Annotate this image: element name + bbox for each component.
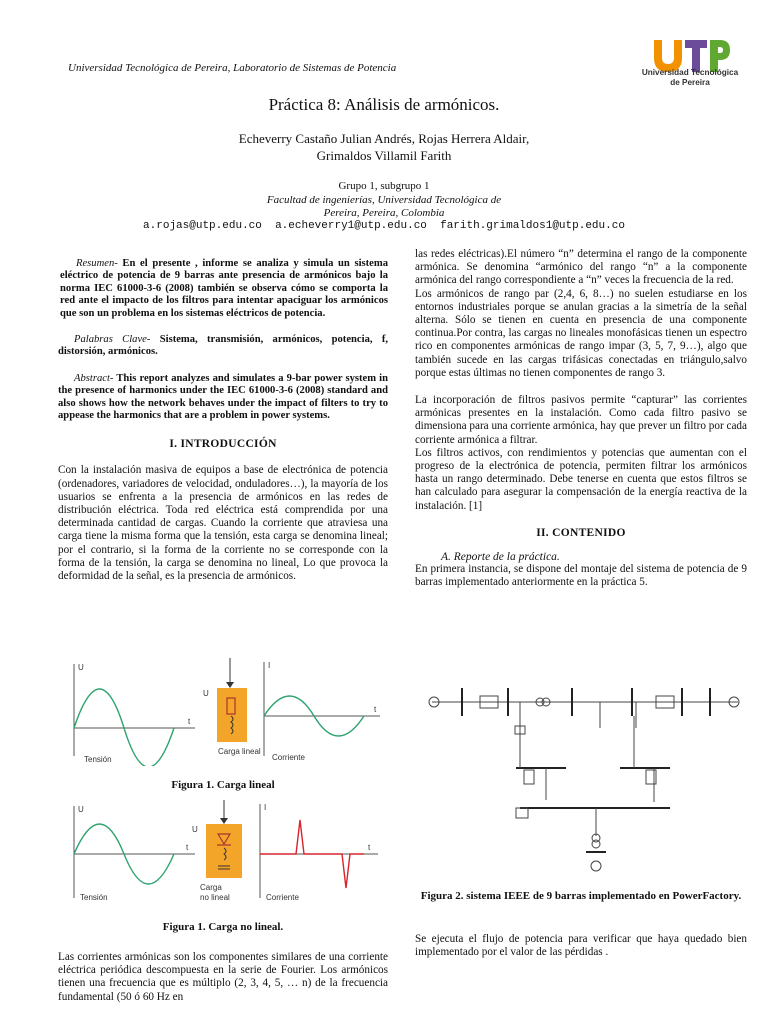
- right-paragraph-5: En primera instancia, se dispone del montaje del sistema de potencia de 9 barras implementado anteriormente en la práctica 5.: [415, 562, 747, 589]
- keywords-lead: Palabras Clave-: [74, 334, 151, 346]
- fig1b-tension-label: Tensión: [80, 893, 108, 902]
- logo-subtitle-line-2: de Pereira: [670, 78, 710, 87]
- resumen: [58, 258, 388, 320]
- resumen-lead: Resumen-: [76, 258, 118, 269]
- english-abstract: [58, 373, 388, 423]
- paper-title: Práctica 8: Análisis de armónicos.: [268, 95, 500, 114]
- fig1-u-label: U: [78, 663, 84, 672]
- figure-2-nine-bus-diagram: [420, 672, 750, 878]
- logo-subtitle: [640, 68, 740, 88]
- fig1-i-label: I: [268, 661, 271, 670]
- fig1b-load-label-2: no lineal: [200, 893, 230, 902]
- fig1b-current-label: Corriente: [266, 893, 299, 902]
- authors-line-1: Echeverry Castaño Julian Andrés, Rojas Herrera Aldair,: [238, 131, 530, 146]
- fig1-t-label-1: t: [188, 717, 191, 726]
- fig1b-u-label: U: [78, 805, 84, 814]
- affiliation-line-2: Pereira, Pereira, Colombia: [323, 207, 445, 219]
- section-heading-contenido: II. CONTENIDO: [536, 526, 626, 539]
- fig1b-u-label-2: U: [192, 825, 198, 834]
- group-line: Grupo 1, subgrupo 1: [338, 180, 430, 192]
- fig1-load-label: Carga lineal: [218, 747, 261, 756]
- keywords: [58, 334, 388, 359]
- figure-2-caption: Figura 2. sistema IEEE de 9 barras implementado en PowerFactory.: [420, 890, 742, 902]
- right-paragraph-6: Se ejecuta el flujo de potencia para verificar que haya quedado bien implementado por el valor de las pérdidas .: [415, 933, 747, 959]
- fig1-current-label: Corriente: [272, 753, 305, 762]
- affiliation-line-1: Facultad de ingenierías, Universidad Tecnológica de: [266, 194, 502, 206]
- figure-1-caption: Figura 1. Carga lineal: [171, 779, 275, 791]
- fig1b-i-label: I: [264, 803, 267, 812]
- figure-1b-caption: Figura 1. Carga no lineal.: [162, 921, 284, 933]
- right-paragraph-4: Los filtros activos, con rendimientos y potencias que aumentan con el progreso de la electrónica de potencia, permiten filtrar los armónicos hasta un rango determinado. Debe tenerse en cuenta que estos filtros se han calculado para asegurar la compensación de la energía reactiva de la instalación. [1]: [415, 446, 747, 512]
- fig1-t-label-2: t: [374, 705, 377, 714]
- intro-paragraph-1: Con la instalación masiva de equipos a base de electrónica de potencia (ordenadores, variadores de velocidad, onduladores…), la mayoría de los usuarios se enfrenta a la presencia de armónicos en las redes de distribución eléctrica. Toda red eléctrica está comprendida por una determinada cantidad de cargas. Cuando la corriente que atraviesa una carga tiene la misma forma que la tensión, esta carga se denomina lineal; por el contrario, si la forma de la corriente no se corresponde con la forma de la tensión, la carga se denomina no lineal, Lo que provoca la deformidad de la señal, es la presencia de armónicos.: [58, 464, 388, 583]
- fig1b-load-label-1: Carga: [200, 883, 222, 892]
- right-paragraph-2: Los armónicos de rango par (2,4, 6, 8…) no suelen estudiarse en los entornos industriales porque se anulan gracias a la simetría de la señal alterna. Sólo se tienen en cuenta en presencia de una componente continua.Por contra, las cargas no lineales monofásicas tienen un espectro rico en componentes armónicas de rango impar (3, 5, 7, 9…), algo que también sucede en las cargas trifásicas conectadas en triángulo,salvo porque estas últimas no tienen componentes de rango 3.: [415, 287, 747, 379]
- resumen-text: En el presente , informe se analiza y simula un sistema eléctrico de potencia de 9 barras ante presencia de armónicos bajo la norma IEC 61000-3-6 (2008) también se observa cómo se comporta la red ante el impacto de los filtros para intentar apaciguar los armónicos que son un problema en los sistemas eléctricos de potencia.: [60, 258, 388, 319]
- affiliation: [0, 194, 768, 220]
- fig1b-t-label-2: t: [368, 843, 371, 852]
- right-column: [415, 248, 747, 589]
- subsection-heading: A. Reporte de la práctica.: [441, 550, 560, 563]
- fig1-tension-label: Tensión: [84, 755, 112, 764]
- fig1-u-label-2: U: [203, 689, 209, 698]
- left-column: [58, 258, 388, 583]
- fig1b-arrow-head: [220, 818, 228, 824]
- fig1-arrow-head: [226, 682, 234, 688]
- fig1b-load-box: [206, 824, 242, 878]
- english-abstract-text: This report analyzes and simulates a 9-bar power system in the presence of harmonics under the IEC 61000-3-6 (2008) standard and also shows how the network behaves under the impact of filters to try to appease the harmonics that are a problem in power systems.: [58, 372, 388, 422]
- emails: a.rojas@utp.edu.co a.echeverry1@utp.edu.co farith.grimaldos1@utp.edu.co: [143, 220, 625, 232]
- figure-1-nonlinear-load: [60, 798, 390, 910]
- figure-1-linear-load: [60, 656, 390, 766]
- fig2-trafo-2b: [592, 840, 600, 848]
- section-heading-introduccion: I. INTRODUCCIÓN: [169, 438, 277, 451]
- header-institution: Universidad Tecnológica de Pereira, Laboratorio de Sistemas de Potencia: [68, 62, 397, 74]
- fig1b-t-label-1: t: [186, 843, 189, 852]
- authors: [0, 130, 768, 164]
- english-abstract-lead: Abstract-: [74, 372, 114, 384]
- fig2-filter-1: [524, 770, 534, 784]
- fig1-load-box: [217, 688, 247, 742]
- logo-subtitle-line-1: Universidad Tecnológica: [641, 68, 739, 77]
- intro-paragraph-2: Las corrientes armónicas son los componentes similares de una corriente eléctrica periódica descompuesta en la serie de Fourier. Los armónicos tienen una frecuencia que es múltiplo (2, 3, 4, 5, … n) de la frecuencia fundamental (50 ó 60 Hz en: [58, 951, 388, 1003]
- authors-line-2: Grimaldos Villamil Farith: [316, 148, 452, 163]
- keywords-text: Sistema, transmisión, armónicos, potencia, f, distorsión, armónicos.: [58, 334, 389, 358]
- fig2-load-2: [516, 808, 528, 818]
- right-paragraph-3: La incorporación de filtros pasivos permite “capturar” las corrientes armónicas presentes en la instalación. Como cada filtro pasivo se dimensiona para una corriente armónica, hay que prever un filtro por cada corriente armónica a filtrar.: [415, 394, 747, 446]
- right-paragraph-1: las redes eléctricas).El número “n” determina el rango de la componente armónica. Se denomina “armónico del rango “n” a la componente armónica del rango correspondiente a “n” veces la frecuencia de la red.: [415, 248, 747, 287]
- fig2-gen-bottom: [591, 861, 601, 871]
